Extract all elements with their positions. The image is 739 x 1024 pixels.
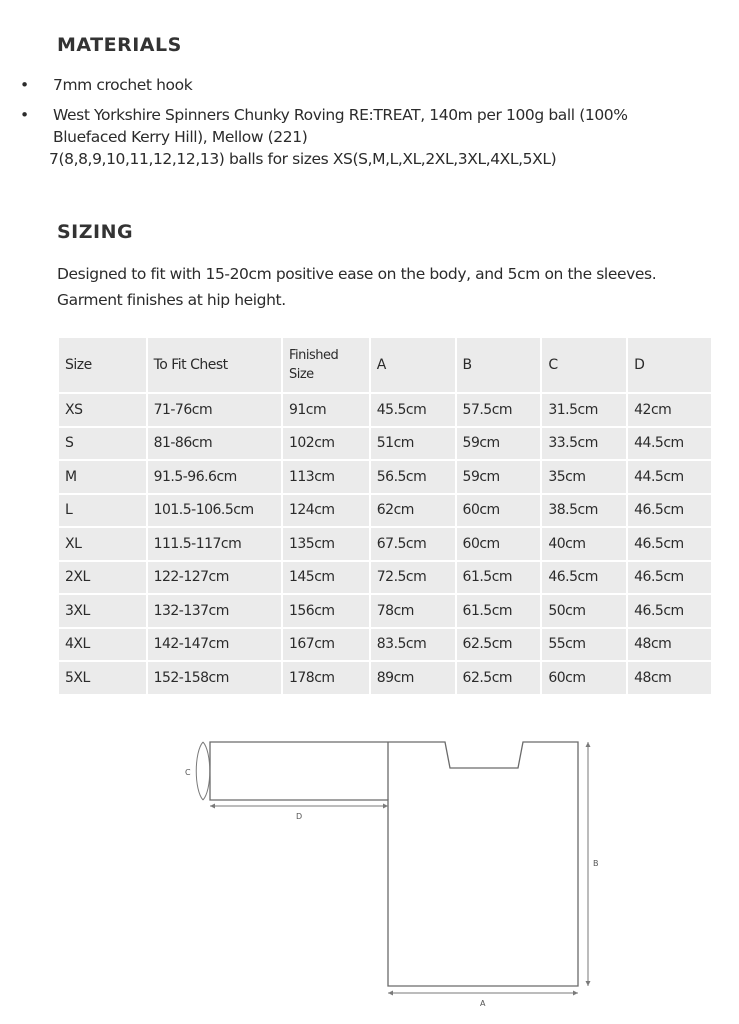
table-cell: 91.5-96.6cm [148,461,281,493]
table-cell: 61.5cm [457,595,541,627]
table-cell: 122-127cm [148,562,281,594]
table-cell: 57.5cm [457,394,541,426]
table-cell: 81-86cm [148,428,281,460]
table-cell: M [59,461,146,493]
table-cell: 152-158cm [148,662,281,694]
table-row [59,528,711,560]
table-cell: 78cm [371,595,455,627]
sizing-intro-line: Garment finishes at hip height. [57,291,286,309]
table-header-row [59,338,711,392]
header-to-fit-chest: To Fit Chest [148,338,281,392]
table-cell: 45.5cm [371,394,455,426]
table-row [59,495,711,527]
table-cell: 178cm [283,662,369,694]
arrowhead [586,742,591,747]
table-cell: 145cm [283,562,369,594]
material-text-line: West Yorkshire Spinners Chunky Roving RE:TREAT, 140m per 100g ball (100% [53,106,628,124]
table-cell: 46.5cm [542,562,626,594]
sizing-heading: SIZING [57,221,134,243]
table-cell: 4XL [59,629,146,661]
table-cell: 40cm [542,528,626,560]
table-row [59,428,711,460]
header-finished-line: Finished [288,348,339,363]
materials-item [20,74,710,96]
table-cell: 61.5cm [457,562,541,594]
label-a: A [480,999,486,1008]
table-cell: 3XL [59,595,146,627]
table-cell: XS [59,394,146,426]
table-cell: 46.5cm [628,595,711,627]
table-cell: 111.5-117cm [148,528,281,560]
table-cell: 156cm [283,595,369,627]
table-body [59,394,711,694]
arrowhead [388,991,393,996]
table-cell: 83.5cm [371,629,455,661]
table-cell: 62cm [371,495,455,527]
table-cell: 35cm [542,461,626,493]
arrowhead [383,804,388,809]
bullet: • [20,106,29,124]
table-cell: 42cm [628,394,711,426]
table-cell: 2XL [59,562,146,594]
table-row [59,562,711,594]
table-cell: 46.5cm [628,562,711,594]
table-row [59,595,711,627]
table-cell: 31.5cm [542,394,626,426]
table-cell: 44.5cm [628,461,711,493]
table-cell: 38.5cm [542,495,626,527]
bullet: • [20,76,29,94]
table-cell: 67.5cm [371,528,455,560]
material-text: 7mm crochet hook [53,76,193,94]
table-cell: S [59,428,146,460]
table-cell: 5XL [59,662,146,694]
table-cell: 60cm [457,495,541,527]
table-cell: 167cm [283,629,369,661]
label-c: C [185,768,191,777]
materials-heading: MATERIALS [57,34,182,56]
table-cell: 62.5cm [457,662,541,694]
table-cell: 72.5cm [371,562,455,594]
arrowhead [573,991,578,996]
table-cell: 124cm [283,495,369,527]
table-cell: 48cm [628,662,711,694]
table-cell: 51cm [371,428,455,460]
measure-c-arc [196,742,203,800]
header-finished-line: Size [288,367,314,382]
table-cell: 33.5cm [542,428,626,460]
table-cell: 44.5cm [628,428,711,460]
table-cell: 71-76cm [148,394,281,426]
header-size: Size [59,338,146,392]
size-table [57,336,713,696]
table-cell: 60cm [457,528,541,560]
header-b: B [457,338,541,392]
table-cell: 135cm [283,528,369,560]
label-d: D [296,812,303,821]
table-cell: 50cm [542,595,626,627]
sizing-intro [57,261,727,313]
arrowhead [586,981,591,986]
material-text-line: Bluefaced Kerry Hill), Mellow (221) [53,128,308,146]
label-b: B [593,859,599,868]
table-cell: XL [59,528,146,560]
header-c: C [542,338,626,392]
table-cell: 60cm [542,662,626,694]
header-d: D [628,338,711,392]
table-cell: 59cm [457,428,541,460]
table-cell: L [59,495,146,527]
sizing-intro-line: Designed to fit with 15-20cm positive ease on the body, and 5cm on the sleeves. [57,265,657,283]
table-cell: 46.5cm [628,495,711,527]
table-row [59,461,711,493]
header-finished-size [283,338,369,392]
table-cell: 101.5-106.5cm [148,495,281,527]
arrowhead [210,804,215,809]
materials-item [20,104,710,170]
header-a: A [371,338,455,392]
table-cell: 132-137cm [148,595,281,627]
table-cell: 48cm [628,629,711,661]
table-row [59,394,711,426]
garment-outline [210,742,578,986]
table-cell: 89cm [371,662,455,694]
table-row [59,629,711,661]
table-cell: 55cm [542,629,626,661]
material-quantities: 7(8,8,9,10,11,12,12,13) balls for sizes XS(S,M,L,XL,2XL,3XL,4XL,5XL) [49,150,557,168]
table-row [59,662,711,694]
materials-list [20,74,710,178]
table-cell: 102cm [283,428,369,460]
table-cell: 62.5cm [457,629,541,661]
measure-c-arc [203,742,210,800]
table-cell: 56.5cm [371,461,455,493]
garment-schematic [180,730,610,1010]
table-cell: 113cm [283,461,369,493]
table-cell: 59cm [457,461,541,493]
table-cell: 46.5cm [628,528,711,560]
table-cell: 91cm [283,394,369,426]
table-cell: 142-147cm [148,629,281,661]
